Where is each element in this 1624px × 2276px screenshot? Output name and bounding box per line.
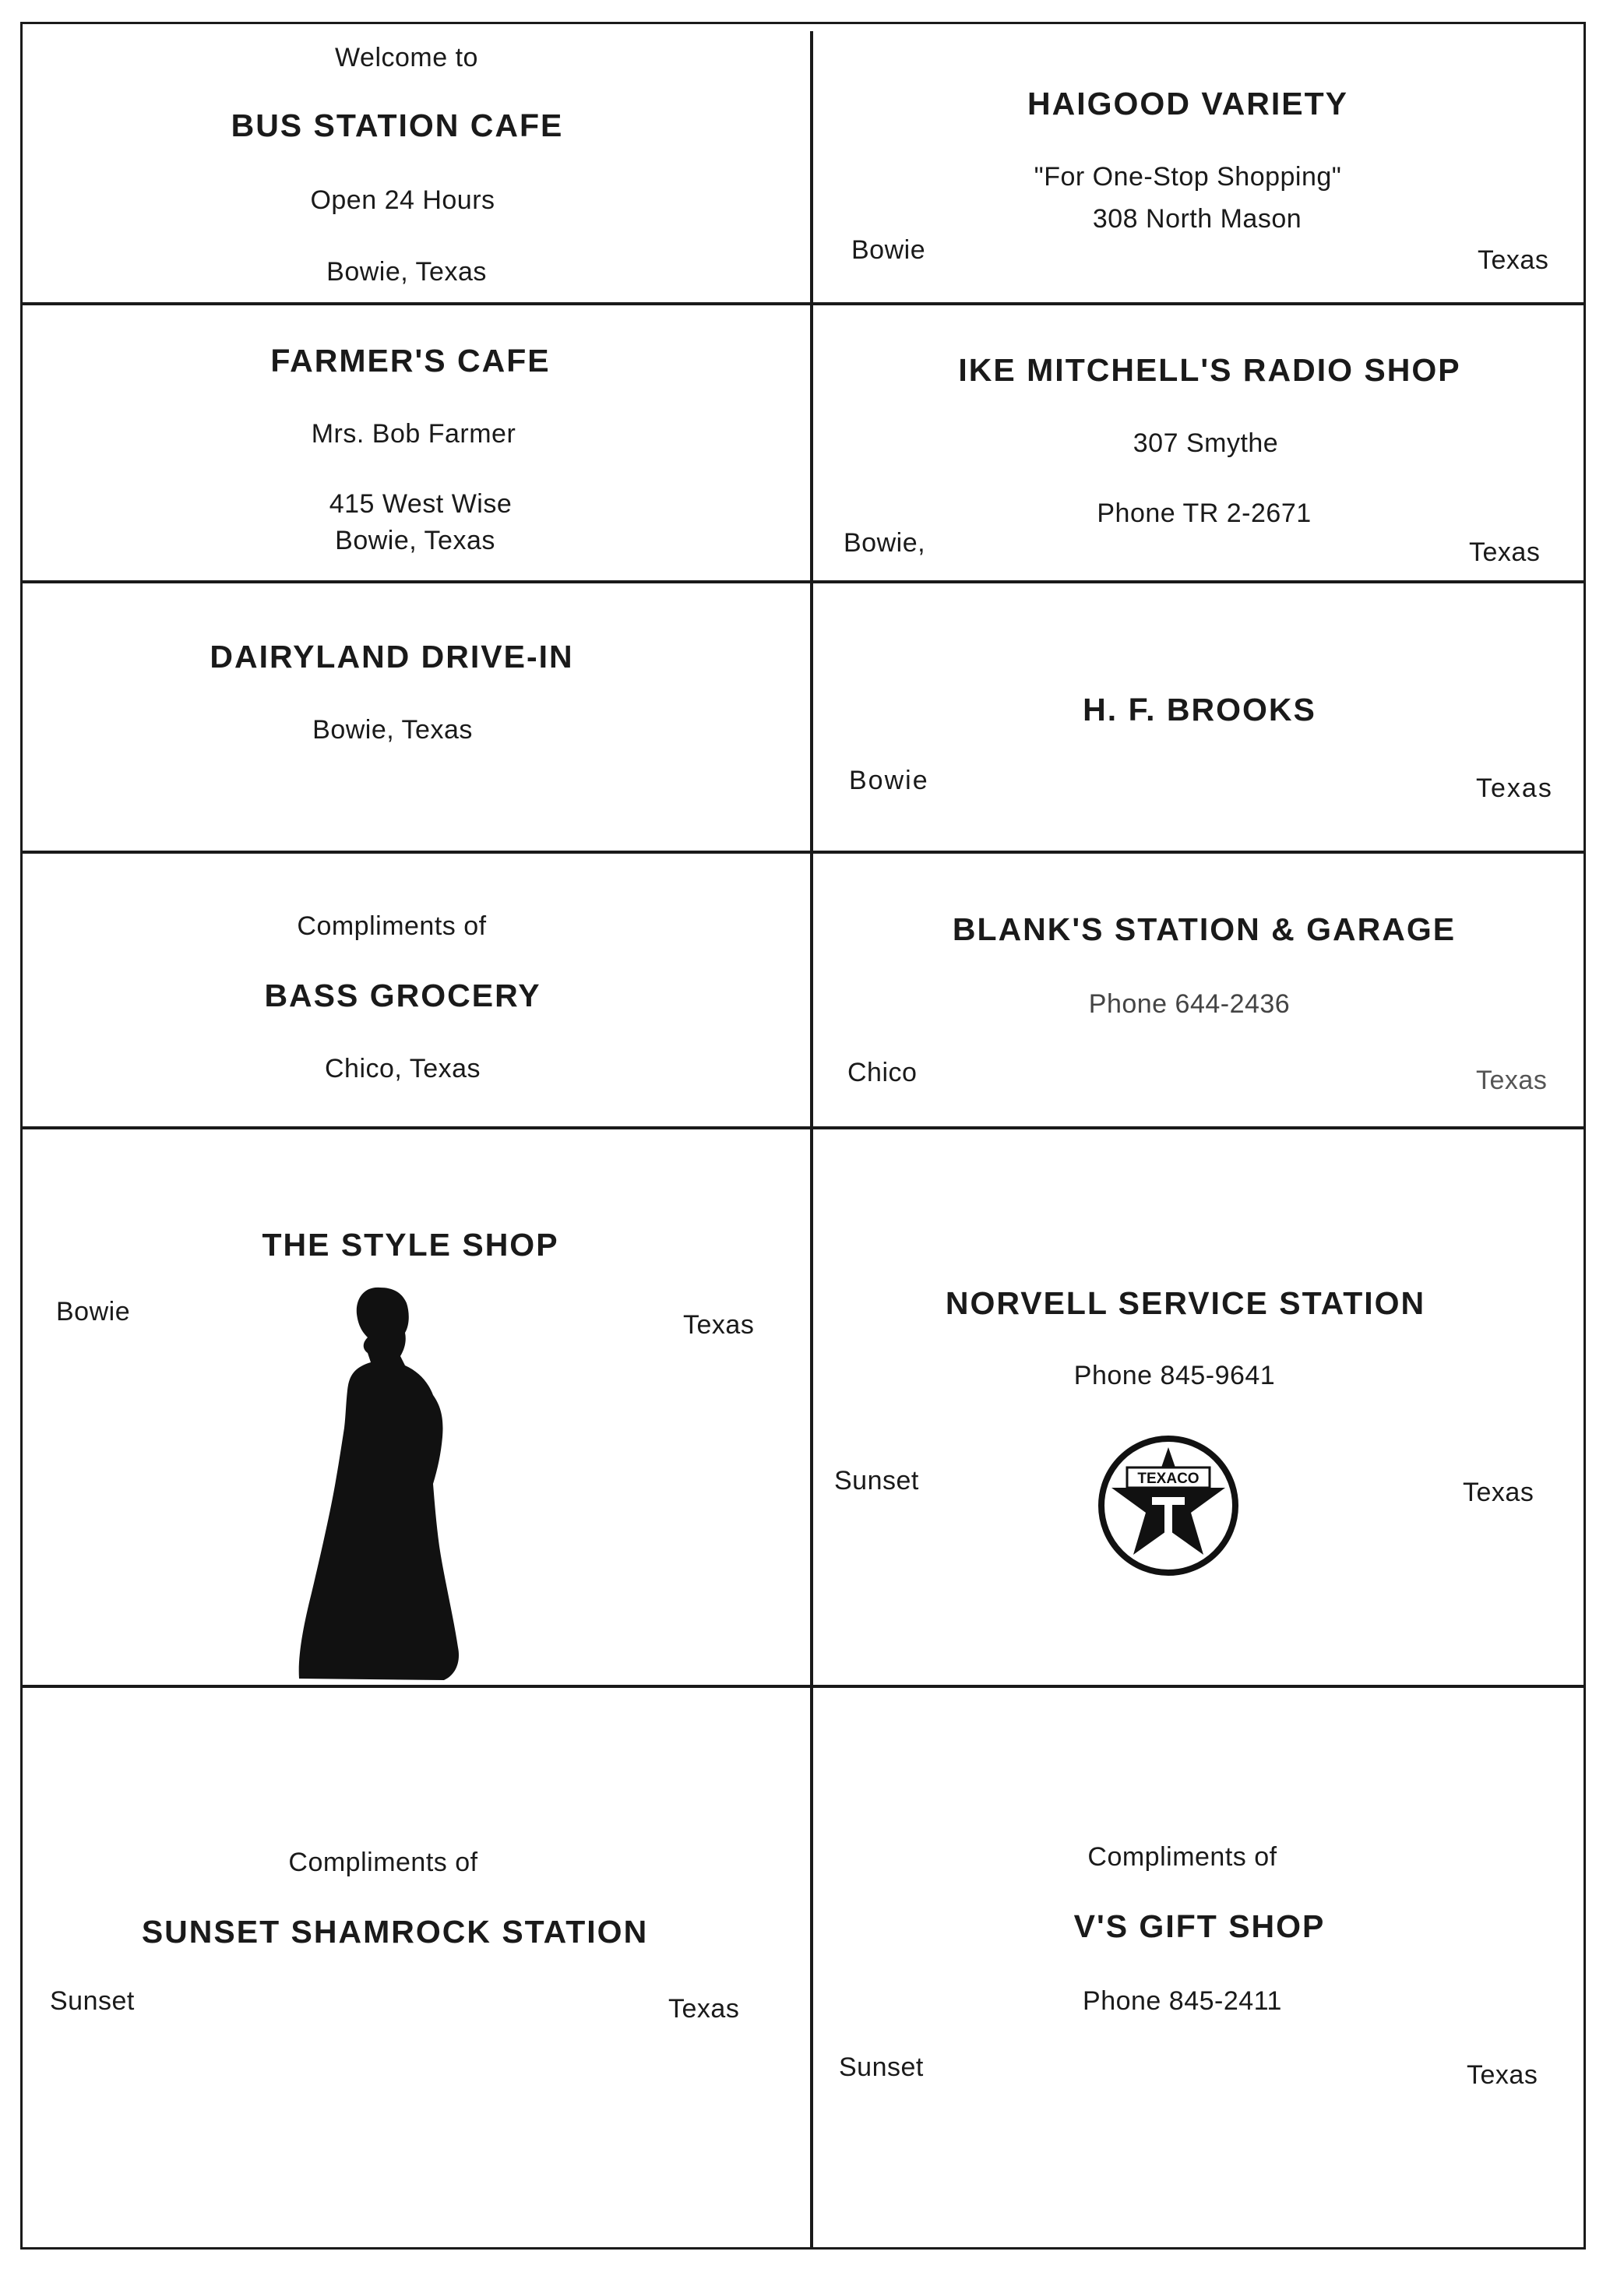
woman-silhouette-icon: [280, 1281, 506, 1686]
city-text: Bowie: [56, 1297, 131, 1326]
welcome-text: Welcome to: [335, 43, 478, 72]
column-divider: [810, 31, 813, 2247]
business-name: HAIGOOD VARIETY: [1027, 86, 1348, 122]
location-text: Bowie, Texas: [335, 526, 495, 555]
texaco-star-logo-icon: [1094, 1432, 1242, 1580]
state-text: Texas: [1476, 773, 1553, 803]
address-text: 308 North Mason: [1092, 204, 1302, 234]
phone-text: Phone 644-2436: [1088, 989, 1291, 1019]
compliments-text: Compliments of: [297, 911, 487, 941]
state-text: Texas: [1467, 2060, 1538, 2090]
phone-text: Phone TR 2-2671: [1097, 499, 1312, 528]
state-text: Texas: [1463, 1478, 1534, 1507]
row-divider-1: [20, 302, 1586, 305]
business-name: DAIRYLAND DRIVE-IN: [210, 639, 574, 675]
owner-text: Mrs. Bob Farmer: [311, 419, 516, 449]
state-text: Texas: [1469, 537, 1541, 567]
city-text: Sunset: [839, 2052, 924, 2082]
phone-text: Phone 845-9641: [1073, 1361, 1276, 1390]
state-text: Texas: [1476, 1066, 1548, 1095]
logo-text: TEXACO: [1137, 1471, 1200, 1487]
state-text: Texas: [668, 1994, 740, 2024]
business-name: NORVELL SERVICE STATION: [945, 1285, 1426, 1321]
business-name: FARMER'S CAFE: [270, 343, 551, 379]
city-text: Bowie: [851, 235, 926, 265]
location-text: Bowie, Texas: [312, 715, 473, 745]
hours-text: Open 24 Hours: [310, 185, 495, 215]
business-name: IKE MITCHELL'S RADIO SHOP: [958, 352, 1461, 388]
business-name: H. F. BROOKS: [1083, 692, 1316, 728]
row-divider-2: [20, 580, 1586, 583]
location-text: Bowie, Texas: [326, 257, 487, 287]
city-text: Bowie: [849, 766, 929, 795]
compliments-text: Compliments of: [288, 1848, 478, 1877]
city-text: Sunset: [50, 1986, 135, 2016]
business-name: BASS GROCERY: [264, 978, 541, 1013]
business-name: SUNSET SHAMROCK STATION: [141, 1914, 649, 1950]
business-name: THE STYLE SHOP: [262, 1227, 559, 1263]
business-name: V'S GIFT SHOP: [1073, 1908, 1326, 1944]
city-text: Bowie,: [844, 528, 926, 558]
business-name: BUS STATION CAFE: [231, 107, 564, 143]
address-text: 415 West Wise: [329, 489, 513, 519]
row-divider-3: [20, 851, 1586, 854]
city-text: Sunset: [834, 1466, 919, 1496]
location-text: Chico, Texas: [324, 1054, 481, 1083]
compliments-text: Compliments of: [1087, 1842, 1277, 1872]
phone-text: Phone 845-2411: [1083, 1986, 1282, 2016]
address-text: 307 Smythe: [1133, 428, 1279, 458]
state-text: Texas: [1478, 245, 1549, 275]
row-divider-4: [20, 1126, 1586, 1129]
row-divider-5: [20, 1685, 1586, 1688]
state-text: Texas: [683, 1310, 755, 1340]
slogan-text: "For One-Stop Shopping": [1034, 162, 1342, 192]
business-name: BLANK'S STATION & GARAGE: [952, 911, 1457, 947]
city-text: Chico: [847, 1058, 918, 1087]
